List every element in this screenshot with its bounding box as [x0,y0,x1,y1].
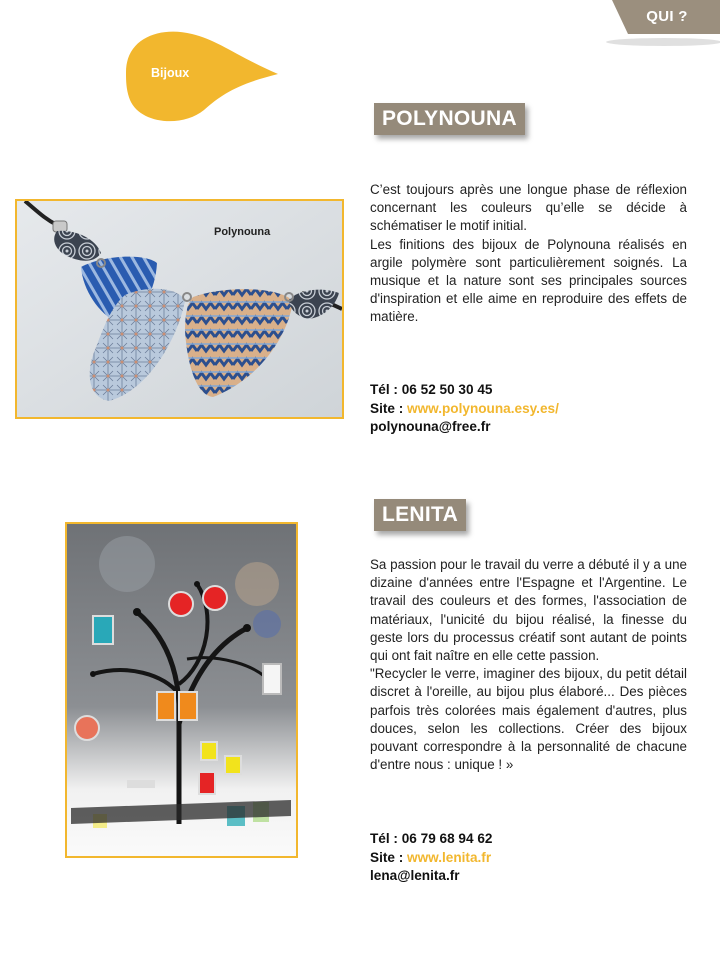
paragraph: C’est toujours après une longue phase de réflexion concernant les couleurs qu’elle se décide à schématiser le motif initial. [370,182,687,234]
paragraph: Les finitions des bijoux de Polynouna réalisés en argile polymère sont particulièrement soignés. La musique et la nature sont ses principales sources d'inspiration et elle aime en reproduire des effets de matière. [370,236,687,325]
category-label: Bijoux [151,66,190,80]
email-link[interactable]: lena@lenita.fr [370,868,460,884]
qui-tab-label[interactable]: QUI ? [646,8,688,25]
site-link[interactable]: www.lenita.fr [407,849,492,865]
phone-line [370,830,690,849]
phone-label: Tél : [370,831,402,846]
phone-line [370,381,690,400]
photo-lenita-earrings [65,522,298,858]
description-lenita [370,556,687,774]
description-polynouna [370,181,687,327]
contact-lenita [370,830,690,886]
phone-label: Tél : [370,382,402,397]
section-title-polynouna: POLYNOUNA [374,103,525,135]
contact-polynouna [370,381,690,437]
site-label: Site : [370,400,408,416]
paragraph: "Recycler le verre, imaginer des bijoux, du petit détail discret à l'oreille, au bijou plus élaboré... Des pièces parfois très colorées mais également d'autres, plus douces, selon les collections. Créer des bijoux pouvant correspondre à la personnalité de chacune d'entre nous : unique ! » [370,666,687,773]
phone-number[interactable]: 06 52 50 30 45 [401,382,493,397]
email-link[interactable]: polynouna@free.fr [370,419,491,435]
phone-number[interactable]: 06 79 68 94 62 [401,831,493,846]
section-title-lenita: LENITA [374,499,466,531]
site-link[interactable]: www.polynouna.esy.es/ [407,400,559,416]
photo-polynouna-necklace [15,199,344,419]
site-line [370,400,690,419]
paragraph: Sa passion pour le travail du verre a débuté il y a une dizaine d'années entre l'Espagne et l'Argentine. Le travail des couleurs et des formes, l'association de matériaux, l'unicité du bijou réalisé, la finesse du geste lors du processus créatif sont autant de points qui ont fait naître en elle cette passion. [370,557,687,664]
site-label: Site : [370,849,408,865]
site-line [370,849,690,868]
category-blob [118,28,283,123]
photo-caption: Polynouna [214,226,271,238]
